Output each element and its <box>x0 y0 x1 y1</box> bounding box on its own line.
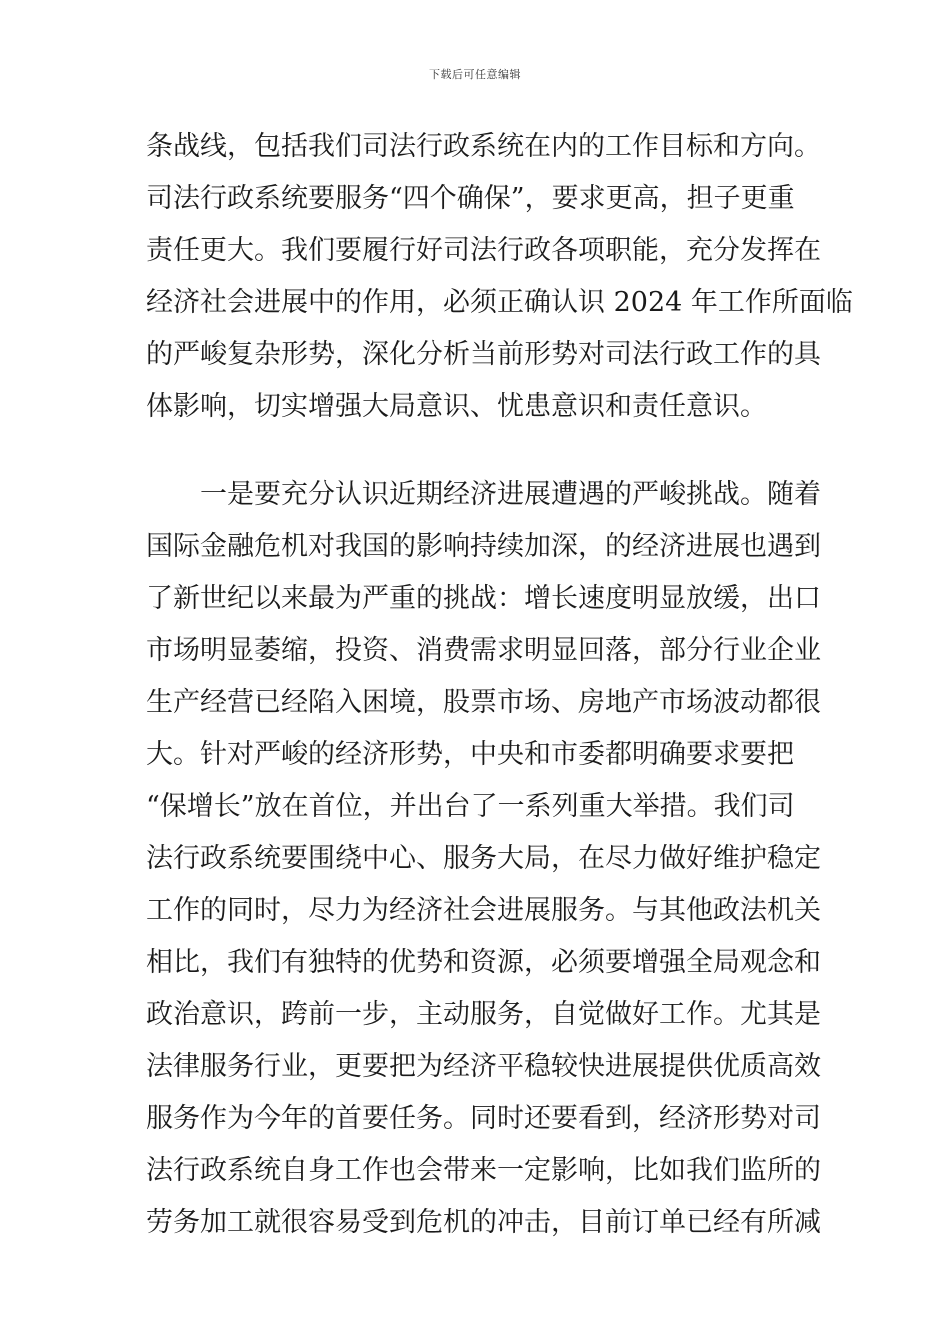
paragraph-1-line: 体影响，切实增强大局意识、忧患意识和责任意识。 <box>146 391 767 422</box>
paragraph-1-line: 经济社会进展中的作用，必须正确认识 2024 年工作所面临 <box>146 287 853 318</box>
paragraph-2-line: 法律服务行业，更要把为经济平稳较快进展提供优质高效 <box>146 1051 821 1082</box>
page-header: 下载后可任意编辑 <box>429 68 521 81</box>
paragraph-1-line: 责任更大。我们要履行好司法行政各项职能，充分发挥在 <box>146 235 821 266</box>
paragraph-2-line: 法行政系统要围绕中心、服务大局，在尽力做好维护稳定 <box>146 843 821 874</box>
paragraph-2-line: 生产经营已经陷入困境，股票市场、房地产市场波动都很 <box>146 687 821 718</box>
paragraph-2-line: 市场明显萎缩，投资、消费需求明显回落，部分行业企业 <box>146 635 821 666</box>
paragraph-1-line: 的严峻复杂形势，深化分析当前形势对司法行政工作的具 <box>146 339 821 370</box>
paragraph-2-line: 法行政系统自身工作也会带来一定影响，比如我们监所的 <box>146 1155 821 1186</box>
paragraph-2-line: 劳务加工就很容易受到危机的冲击，目前订单已经有所减 <box>146 1207 821 1238</box>
paragraph-1-line: 条战线，包括我们司法行政系统在内的工作目标和方向。 <box>146 131 821 162</box>
paragraph-2-first-line: 一是要充分认识近期经济进展遭遇的严峻挑战。随着 <box>200 479 821 510</box>
paragraph-2-line: 大。针对严峻的经济形势，中央和市委都明确要求要把 <box>146 739 794 770</box>
paragraph-2-line: 相比，我们有独特的优势和资源，必须要增强全局观念和 <box>146 947 821 978</box>
paragraph-2-line: “保增长”放在首位，并出台了一系列重大举措。我们司 <box>146 791 795 822</box>
paragraph-2-line: 工作的同时，尽力为经济社会进展服务。与其他政法机关 <box>146 895 821 926</box>
paragraph-1-line: 司法行政系统要服务“四个确保”，要求更高，担子更重 <box>146 183 795 214</box>
paragraph-2-line: 政治意识，跨前一步，主动服务，自觉做好工作。尤其是 <box>146 999 821 1030</box>
paragraph-2-line: 服务作为今年的首要任务。同时还要看到，经济形势对司 <box>146 1103 821 1134</box>
paragraph-2-line: 了新世纪以来最为严重的挑战：增长速度明显放缓，出口 <box>146 583 821 614</box>
paragraph-2-line: 国际金融危机对我国的影响持续加深，的经济进展也遇到 <box>146 531 821 562</box>
